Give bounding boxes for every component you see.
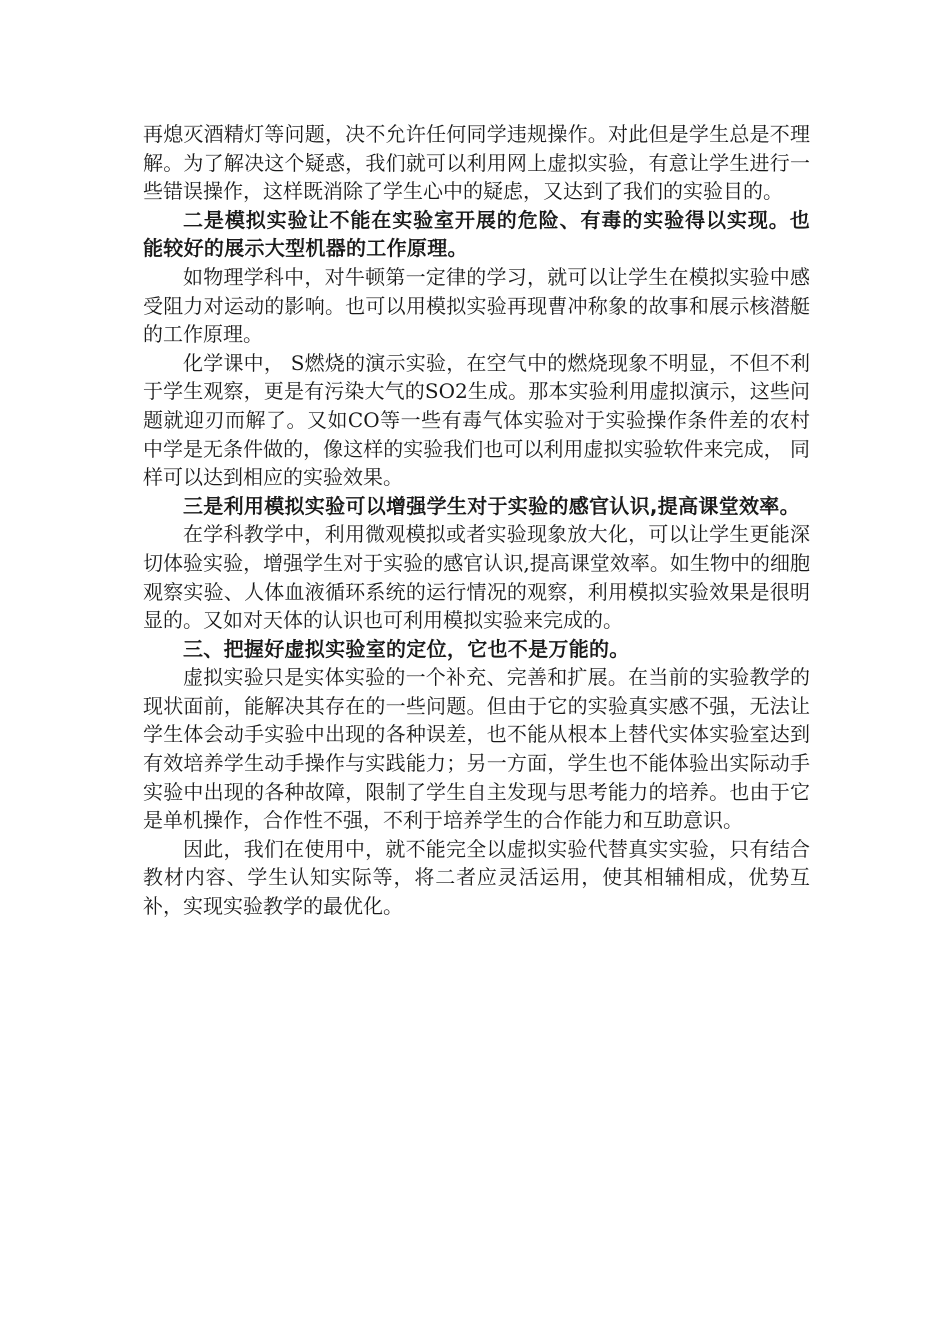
section-heading-sensory-recognition: 三是利用模拟实验可以增强学生对于实验的感官认识,提高课堂效率。 (183, 493, 800, 518)
section-heading-simulate-dangerous-experiments: 二是模拟实验让不能在实验室开展的危险、有毒的实验得以实现。也能较好的展示大型机器的工作原理。 (143, 207, 810, 261)
paragraph-physics-example: 如物理学科中，对牛顿第一定律的学习，就可以让学生在模拟实验中感受阻力对运动的影响。也可以用模拟实验再现曹冲称象的故事和展示核潜艇的工作原理。 (143, 264, 810, 347)
section-heading-positioning: 三、把握好虚拟实验室的定位，它也不是万能的。 (183, 636, 630, 661)
document-body (143, 120, 810, 921)
paragraph-continuation: 再熄灭酒精灯等问题，决不允许任何同学违规操作。对此但是学生总是不理解。为了解决这个疑惑，我们就可以利用网上虚拟实验，有意让学生进行一些错误操作，这样既消除了学生心中的疑虑，又达到了我们的实验目的。 (143, 122, 810, 204)
paragraph-conclusion: 因此，我们在使用中，就不能完全以虚拟实验代替真实实验，只有结合教材内容、学生认知实际等，将二者应灵活运用，使其相辅相成，优势互补，实现实验教学的最优化。 (143, 836, 810, 919)
paragraph-chemistry-example: 化学课中， S燃烧的演示实验，在空气中的燃烧现象不明显，不但不利于学生观察，更是有污染大气的SO2生成。那本实验利用虚拟演示，这些问题就迎刃而解了。又如CO等一些有毒气体实验对于实验操作条件差的农村中学是无条件做的，像这样的实验我们也可以利用虚拟实验软件来完成， 同样可以达到相应的实验效果。 (143, 350, 810, 490)
paragraph-virtual-limitations: 虚拟实验只是实体实验的一个补充、完善和扩展。在当前的实验教学的现状面前，能解决其存在的一些问题。但由于它的实验真实感不强，无法让学生体会动手实验中出现的各种误差，也不能从根本上替代实体实验室达到有效培养学生动手操作与实践能力；另一方面，学生也不能体验出实际动手实验中出现的各种故障，限制了学生自主发现与思考能力的培养。也由于它是单机操作，合作性不强，不利于培养学生的合作能力和互助意识。 (143, 665, 810, 833)
paragraph-subject-teaching: 在学科教学中，利用微观模拟或者实验现象放大化，可以让学生更能深切体验实验，增强学生对于实验的感官认识,提高课堂效率。如生物中的细胞观察实验、人体血液循环系统的运行情况的观察，利用模拟实验效果是很明显的。又如对天体的认识也可利用模拟实验来完成的。 (143, 522, 810, 633)
